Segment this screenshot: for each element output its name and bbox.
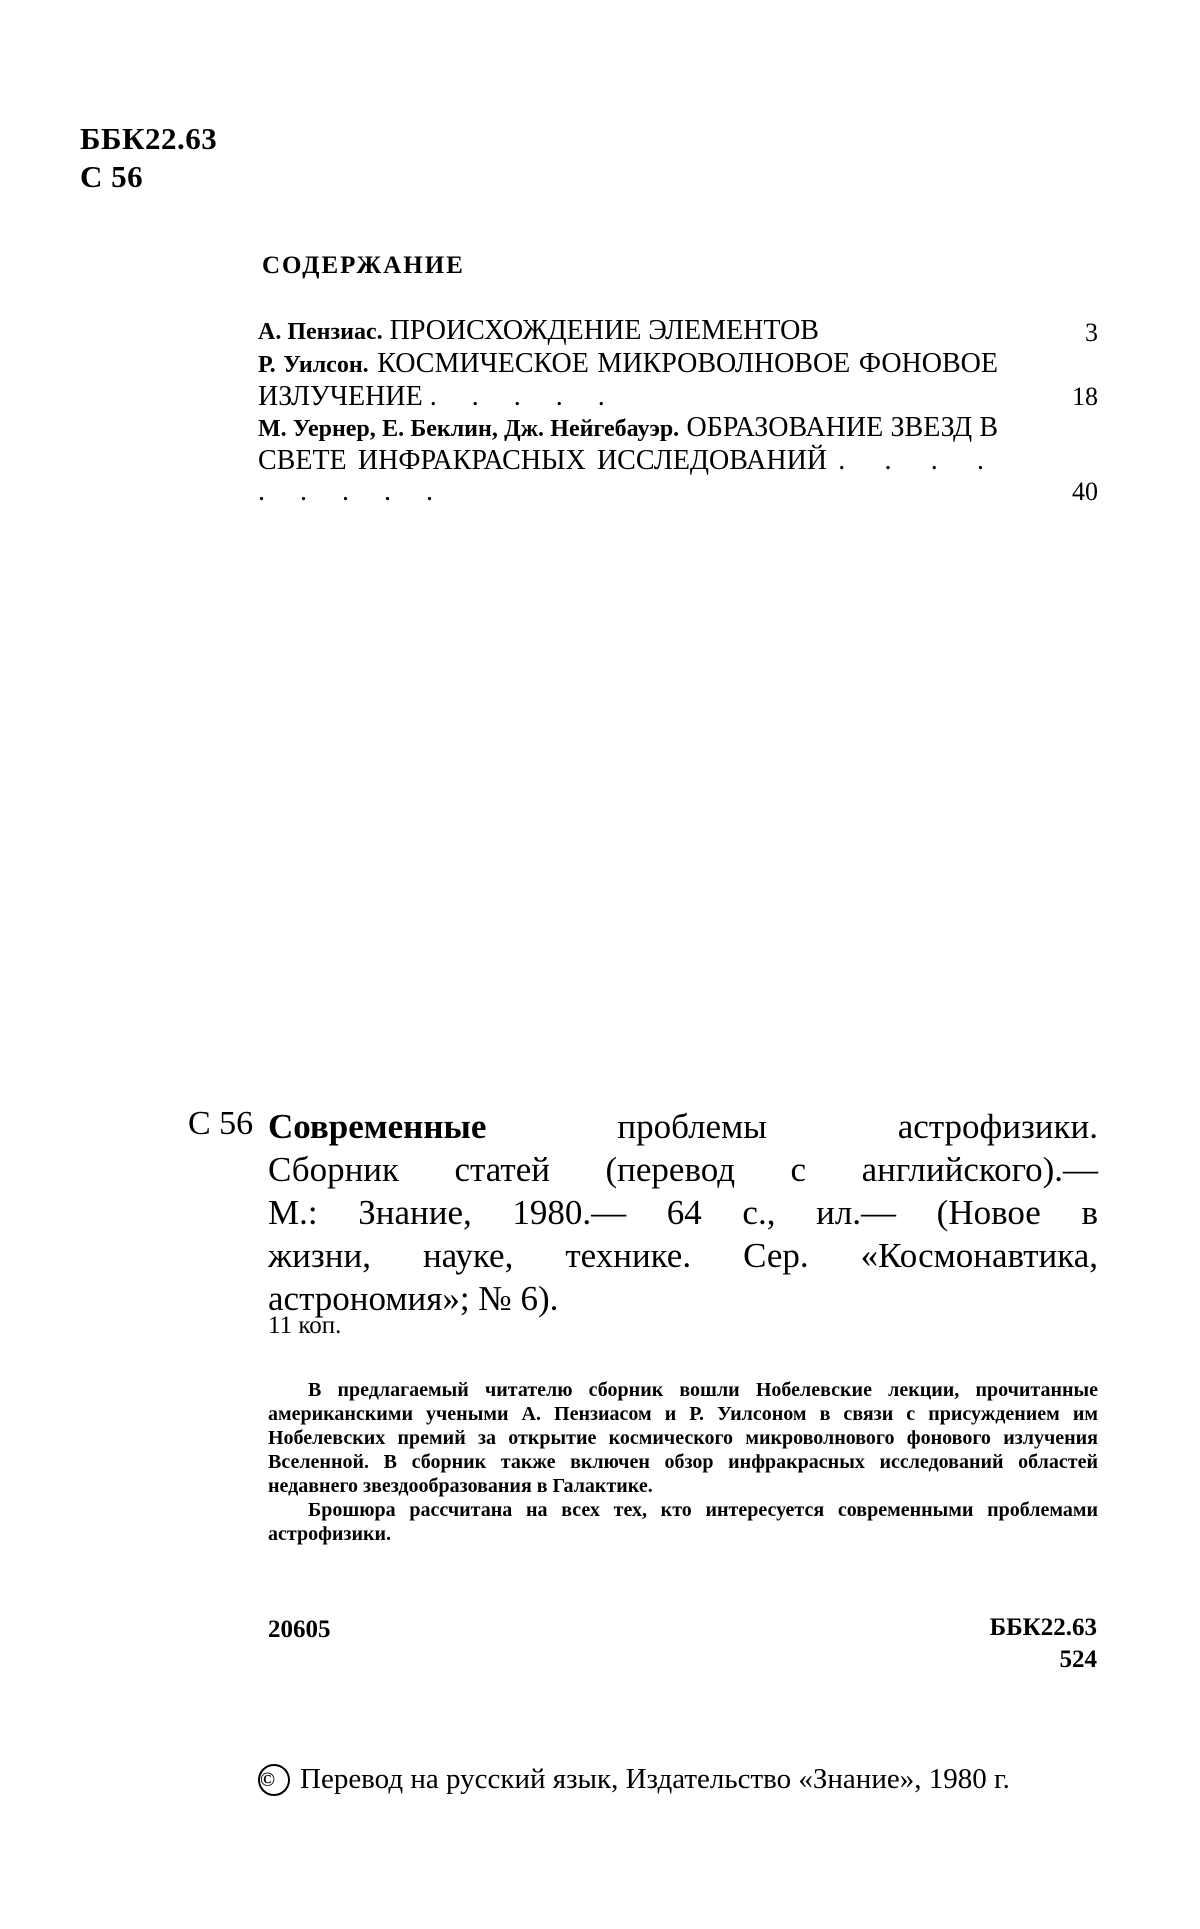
contents-title: СОДЕРЖАНИЕ — [262, 252, 465, 279]
card-line: М.: Знание, 1980.— 64 с., ил.— (Новое в — [268, 1193, 1098, 1232]
toc-title: ПРОИСХОЖДЕНИЕ ЭЛЕМЕНТОВ — [389, 315, 819, 346]
copyright-notice — [258, 1762, 1098, 1796]
bbk-footer — [990, 1612, 1097, 1676]
toc-author: А. Пензиас. — [258, 319, 383, 345]
card-line: Современные проблемы астрофизики. — [268, 1107, 1099, 1146]
toc-title: КОСМИЧЕСКОЕ МИКРОВОЛНОВОЕ ФОНОВОЕ ИЗЛУЧЕНИЕ — [258, 348, 998, 412]
card-line: Сборник статей (перевод с английского).— — [268, 1150, 1098, 1189]
toc-entry — [258, 412, 1098, 507]
toc-page-number: 3 — [1085, 318, 1098, 347]
annotation-paragraph: В предлагаемый читателю сборник вошли Нобелевские лекции, прочитанные американскими учеными А. Пензиасом и Р. Уилсоном в связи с присуждением им Нобелевских премий за открытие космического микроволнового фонового излучения Вселенной. В сборник также включен обзор инфракрасных исследований областей недавнего звездообразования в Галактике. — [268, 1379, 1098, 1497]
annotation — [268, 1378, 1098, 1546]
toc-leader: . . . . . . . . . — [258, 445, 999, 507]
publication-code: 20605 — [268, 1616, 331, 1643]
card-description — [268, 1105, 1098, 1320]
catalog-mark: С 56 — [80, 159, 144, 194]
toc-page-number: 18 — [1072, 382, 1098, 411]
toc-author: М. Уернер, Е. Беклин, Дж. Нейгебауэр. — [258, 416, 680, 442]
card-line: жизни, науке, технике. Сер. «Космонавтика, — [268, 1236, 1098, 1275]
price: 11 коп. — [268, 1312, 342, 1339]
copyright-text: Перевод на русский язык, Издательство «Знание», 1980 г. — [300, 1763, 1010, 1795]
card-line: астрономия»; № 6). — [268, 1279, 559, 1318]
card-title: Современные — [268, 1107, 487, 1146]
toc-entry — [258, 315, 1098, 348]
toc-title: ОБРАЗОВАНИЕ ЗВЕЗД В СВЕТЕ ИНФРАКРАСНЫХ ИССЛЕДОВАНИЙ — [258, 412, 999, 476]
toc-leader: . . . . . — [429, 381, 619, 412]
catalog-card — [188, 1105, 1098, 1320]
bbk-number: 524 — [1059, 1646, 1097, 1673]
copyright-icon: © — [258, 1764, 290, 1796]
card-code: С 56 — [188, 1105, 254, 1142]
toc-page-number: 40 — [1072, 477, 1098, 506]
bbk-code: ББК22.63 — [80, 121, 218, 156]
annotation-paragraph: Брошюра рассчитана на всех тех, кто интересуется современными проблемами астрофизики. — [268, 1499, 1098, 1545]
toc-entry — [258, 348, 1098, 412]
table-of-contents — [258, 315, 1098, 507]
bbk-header — [80, 120, 217, 196]
bbk-code-footer: ББК22.63 — [989, 1614, 1097, 1641]
toc-author: Р. Уилсон. — [258, 352, 369, 378]
